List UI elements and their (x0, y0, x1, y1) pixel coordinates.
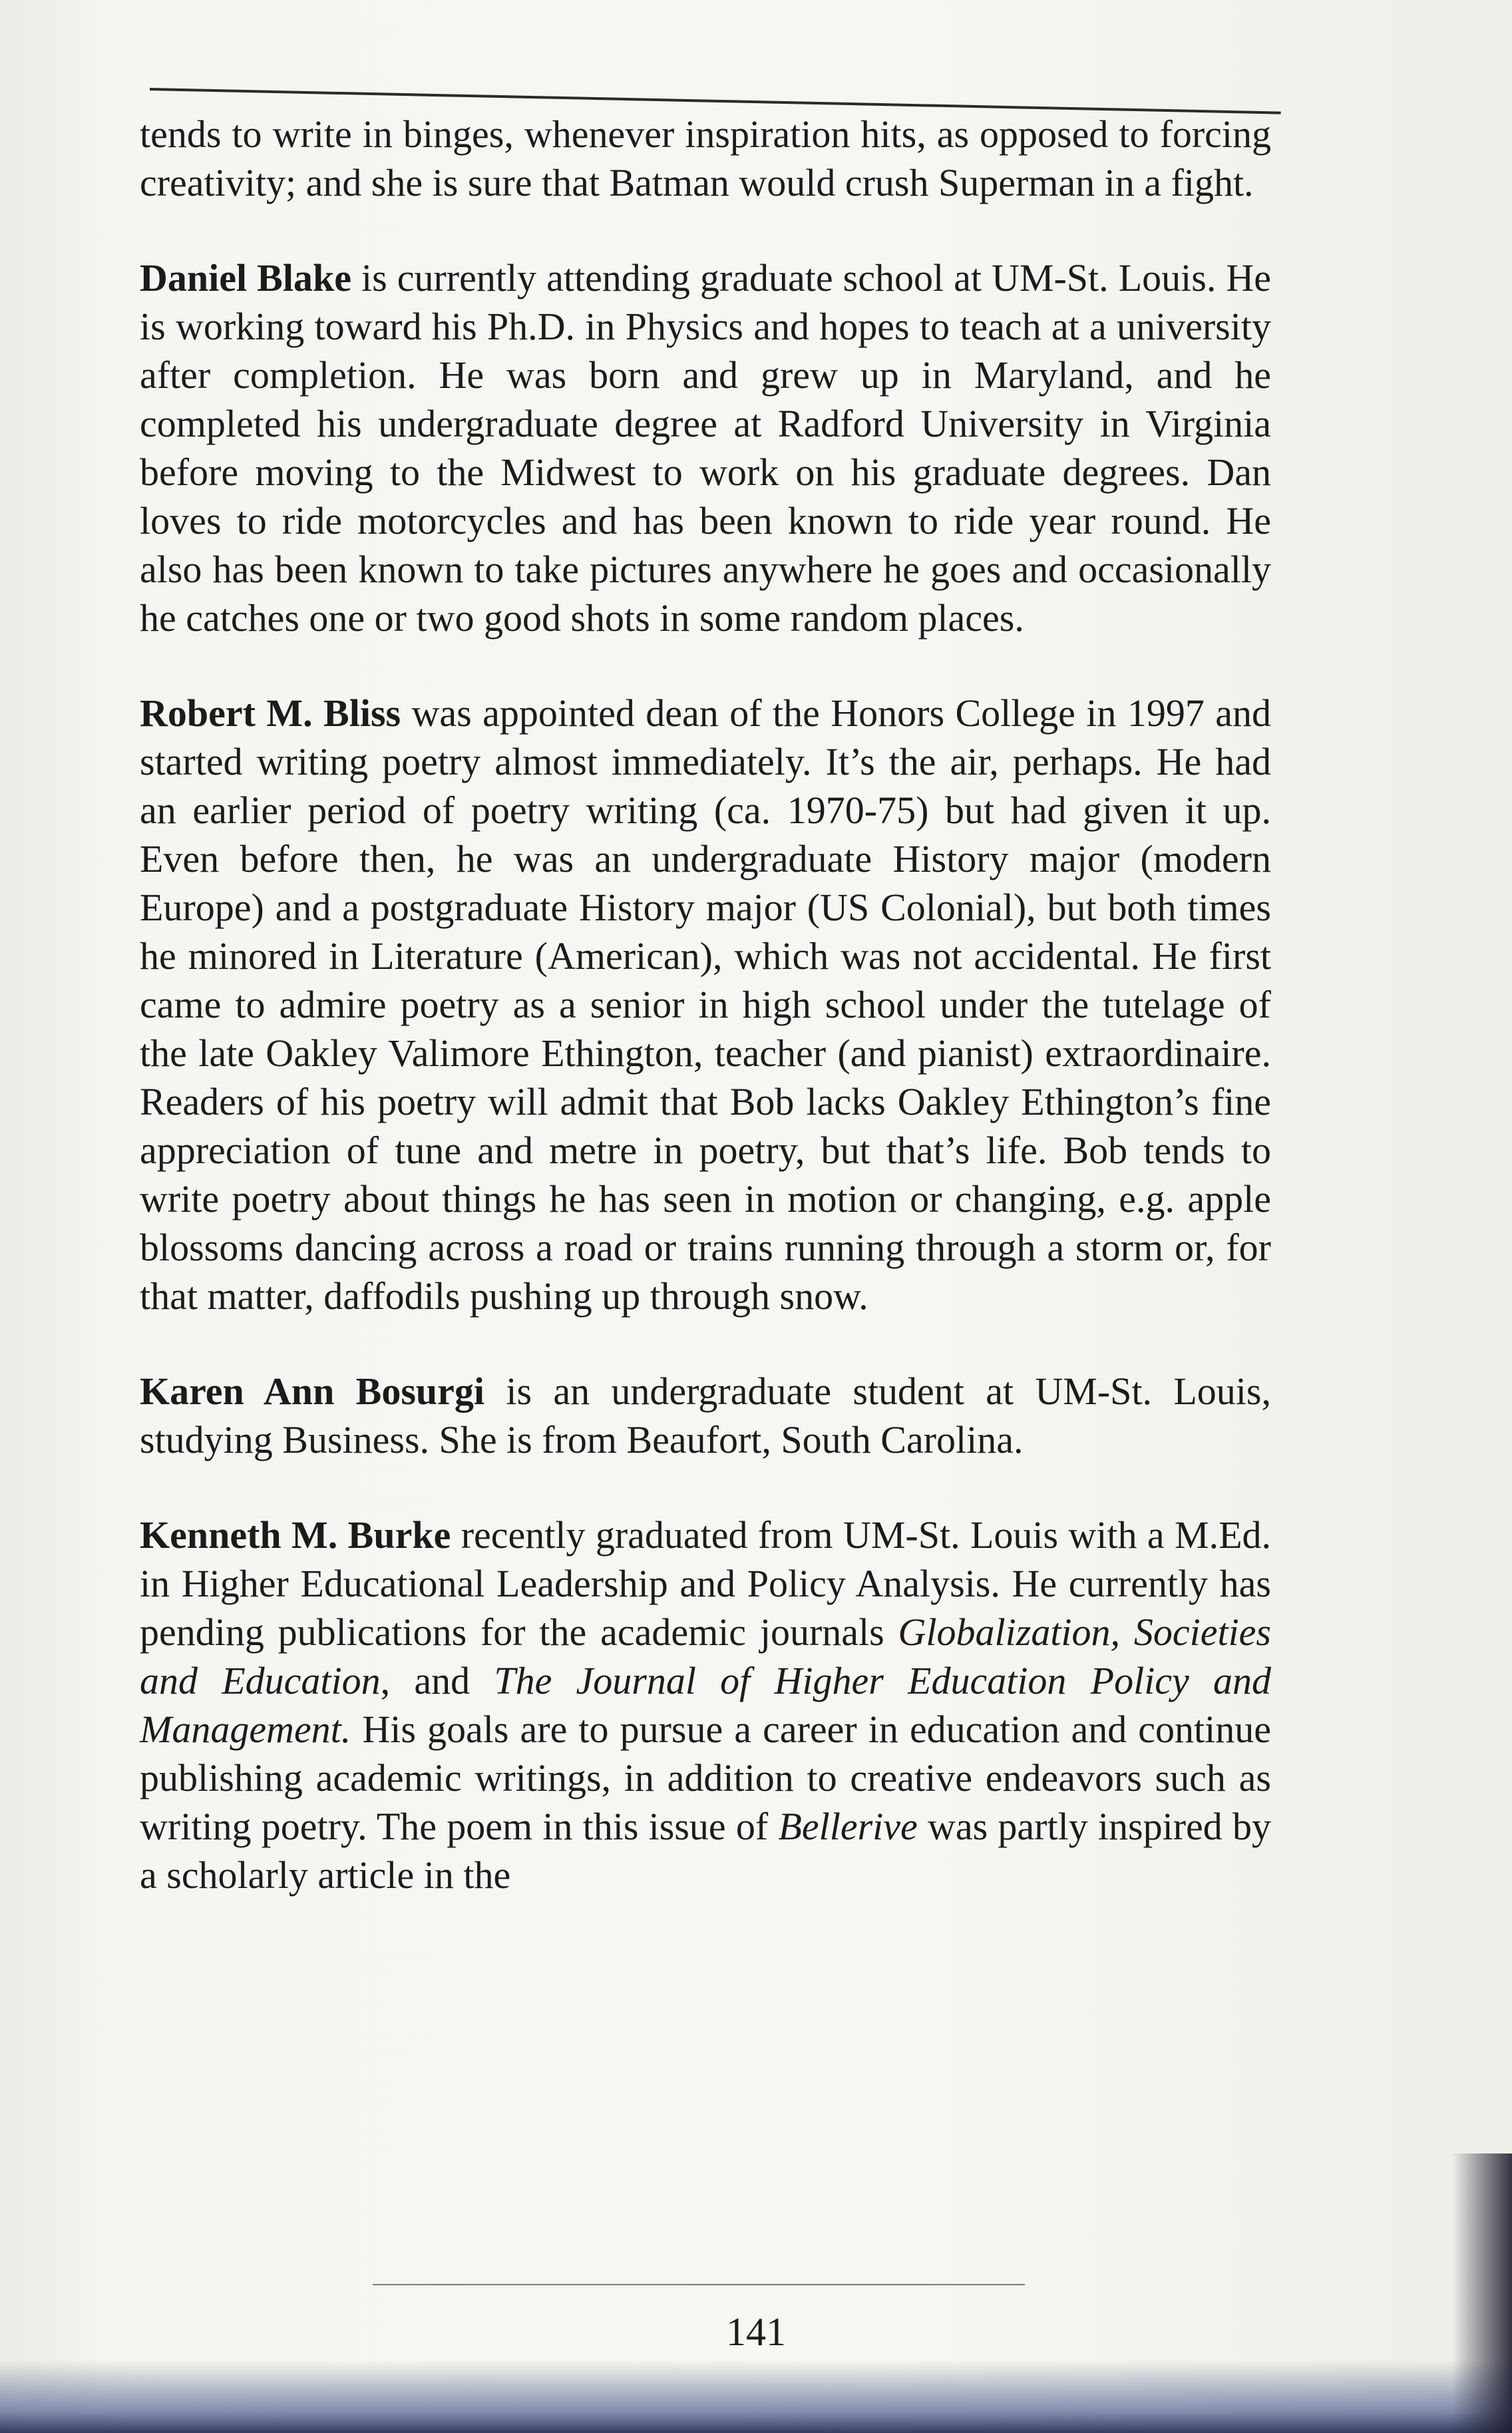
bio-text: is currently attending graduate school at UM-St. Louis. He is working toward his Ph.D. in Physics and hopes to teach at a university after completion. He was born and grew up in Maryland, and he completed his undergraduate degree at Radford University in Virginia before moving to the Midwest to work on his graduate degrees. Dan loves to ride motorcycles and has been known to ride year round. He also has been known to take pictures anywhere he goes and occasionally he catches one or two good shots in some random places. (140, 256, 1271, 640)
bio-name: Karen Ann Bosurgi (140, 1370, 485, 1413)
magazine-title: Bellerive (778, 1805, 918, 1848)
bio-text: , and (380, 1659, 494, 1702)
journal-title: The Journal of Higher Education Policy and Management. (140, 1659, 1272, 1751)
bio-text: was appointed dean of the Honors College in 1997 and started writing poetry almost immediately. It’s the air, perhaps. He had an earlier period of poetry writing (ca. 1970-75) but had given it up. Even before then, he was an undergraduate History major (modern Europe) and a postgraduate History major (US Colonial), but both times he minored in Literature (American), which was not accidental. He first came to admire poetry as a senior in high school under the tutelage of the late Oakley Valimore Ethington, teacher (and pianist) extraordinaire. Readers of his poetry will admit that Bob lacks Oakley Ethington’s fine appreciation of tune and metre in poetry, but that’s life. Bob tends to write poetry about things he has seen in motion or changing, e.g. apple blossoms dancing across a road or trains running through a storm or, for that matter, daffodils pushing up through snow. (140, 691, 1271, 1318)
bio-content (140, 110, 1271, 1946)
bio-name: Robert M. Bliss (140, 691, 401, 735)
bio-fragment (140, 110, 1271, 207)
bio-text: recently graduated from UM-St. Louis with a M.Ed. in Higher Educational Leadership and Policy Analysis. He currently has pending publications for the academic journals (140, 1513, 1271, 1654)
bottom-rule (373, 2284, 1025, 2285)
journal-title: Globalization, Societies and Education (140, 1610, 1271, 1702)
bio-kenneth-burke (140, 1511, 1271, 1899)
bio-name: Kenneth M. Burke (140, 1513, 451, 1557)
bio-text: His goals are to pursue a career in education and continue publishing academic writings, in addition to creative endeavors such as writing poetry. The poem in this issue of (140, 1708, 1271, 1848)
bio-name: Daniel Blake (140, 256, 351, 299)
page-number: 141 (726, 2310, 786, 2354)
bio-karen-bosurgi (140, 1367, 1271, 1464)
page-corner-shadow (1452, 2153, 1512, 2433)
page-edge-shadow (0, 2360, 1512, 2433)
bio-text: is an undergraduate student at UM-St. Louis, studying Business. She is from Beaufort, South Carolina. (140, 1370, 1271, 1461)
bio-daniel-blake (140, 254, 1271, 642)
bio-text: was partly inspired by a scholarly article in the (140, 1805, 1271, 1897)
bio-robert-bliss (140, 689, 1271, 1320)
fragment-text: tends to write in binges, whenever inspiration hits, as opposed to forcing creativity; and she is sure that Batman would crush Superman in a fight. (140, 112, 1271, 204)
